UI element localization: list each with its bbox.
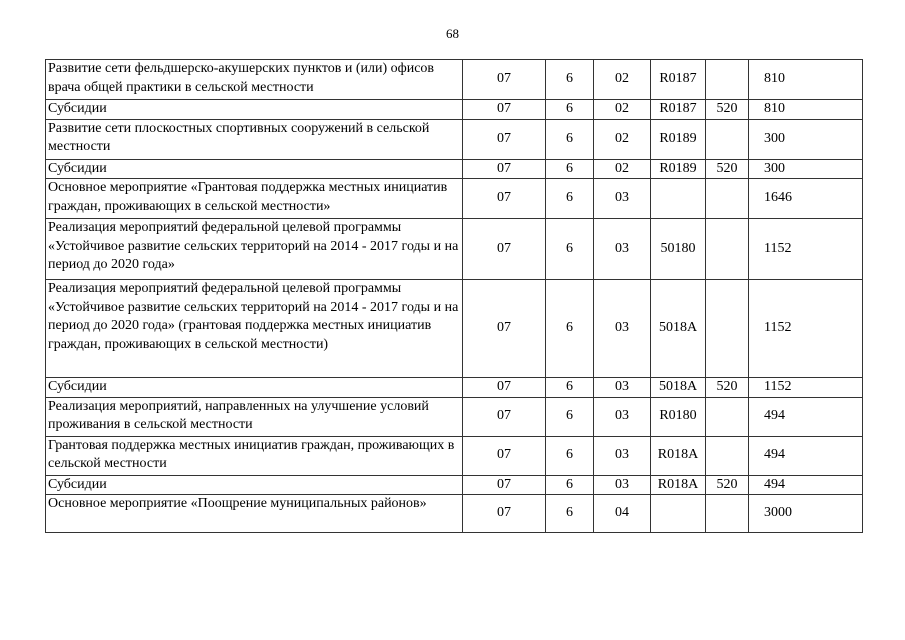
program-code-cell: 03	[594, 219, 651, 280]
program-code-cell: 03	[594, 280, 651, 378]
target-code-cell: R018A	[651, 475, 706, 495]
expense-type-cell	[706, 280, 749, 378]
subsection-code-cell: 6	[546, 219, 594, 280]
program-code-cell: 02	[594, 100, 651, 120]
table-row	[46, 119, 863, 159]
amount-cell: 1152	[749, 280, 863, 378]
amount-cell: 494	[749, 397, 863, 436]
table-row	[46, 100, 863, 120]
expense-type-cell	[706, 397, 749, 436]
amount-cell: 494	[749, 475, 863, 495]
program-code-cell: 03	[594, 378, 651, 398]
expense-type-cell	[706, 179, 749, 219]
amount-cell: 300	[749, 119, 863, 159]
subsection-code-cell: 6	[546, 280, 594, 378]
row-name-cell: Реализация мероприятий, направленных на улучшение условий проживания в сельской местности	[46, 397, 463, 436]
row-name-cell: Грантовая поддержка местных инициатив граждан, проживающих в сельской местности	[46, 436, 463, 475]
target-code-cell	[651, 179, 706, 219]
section-code-cell: 07	[463, 436, 546, 475]
row-name-cell: Основное мероприятие «Поощрение муниципальных районов»	[46, 495, 463, 533]
table-row	[46, 179, 863, 219]
row-name-cell: Основное мероприятие «Грантовая поддержка местных инициатив граждан, проживающих в сельской местности»	[46, 179, 463, 219]
subsection-code-cell: 6	[546, 475, 594, 495]
amount-cell: 3000	[749, 495, 863, 533]
amount-cell: 810	[749, 60, 863, 100]
subsection-code-cell: 6	[546, 179, 594, 219]
table-row	[46, 397, 863, 436]
row-name-cell: Развитие сети фельдшерско-акушерских пунктов и (или) офисов врача общей практики в сельской местности	[46, 60, 463, 100]
budget-table	[45, 59, 863, 533]
target-code-cell: R0189	[651, 119, 706, 159]
table-row	[46, 475, 863, 495]
amount-cell: 1152	[749, 378, 863, 398]
program-code-cell: 02	[594, 119, 651, 159]
amount-cell: 810	[749, 100, 863, 120]
section-code-cell: 07	[463, 475, 546, 495]
target-code-cell: R0180	[651, 397, 706, 436]
section-code-cell: 07	[463, 219, 546, 280]
subsection-code-cell: 6	[546, 60, 594, 100]
table-row	[46, 60, 863, 100]
row-name-cell: Субсидии	[46, 159, 463, 179]
expense-type-cell: 520	[706, 100, 749, 120]
target-code-cell: 5018А	[651, 378, 706, 398]
target-code-cell: 5018А	[651, 280, 706, 378]
target-code-cell: R0189	[651, 159, 706, 179]
program-code-cell: 02	[594, 159, 651, 179]
section-code-cell: 07	[463, 495, 546, 533]
section-code-cell: 07	[463, 100, 546, 120]
expense-type-cell: 520	[706, 475, 749, 495]
row-name-cell: Субсидии	[46, 475, 463, 495]
expense-type-cell	[706, 119, 749, 159]
target-code-cell: 50180	[651, 219, 706, 280]
expense-type-cell	[706, 495, 749, 533]
subsection-code-cell: 6	[546, 495, 594, 533]
page-number: 68	[446, 26, 459, 41]
subsection-code-cell: 6	[546, 119, 594, 159]
section-code-cell: 07	[463, 60, 546, 100]
section-code-cell: 07	[463, 397, 546, 436]
program-code-cell: 04	[594, 495, 651, 533]
program-code-cell: 03	[594, 475, 651, 495]
section-code-cell: 07	[463, 119, 546, 159]
table-row	[46, 159, 863, 179]
section-code-cell: 07	[463, 378, 546, 398]
amount-cell: 1152	[749, 219, 863, 280]
amount-cell: 1646	[749, 179, 863, 219]
row-name-cell: Субсидии	[46, 100, 463, 120]
target-code-cell	[651, 495, 706, 533]
program-code-cell: 03	[594, 397, 651, 436]
expense-type-cell	[706, 436, 749, 475]
row-name-cell: Развитие сети плоскостных спортивных сооружений в сельской местности	[46, 119, 463, 159]
row-name-cell: Реализация мероприятий федеральной целевой программы «Устойчивое развитие сельских территорий на 2014 - 2017 годы и на период до 2020 года» (грантовая поддержка местных инициатив граждан, проживающих в сельской местности)	[46, 280, 463, 378]
section-code-cell: 07	[463, 159, 546, 179]
expense-type-cell	[706, 219, 749, 280]
expense-type-cell: 520	[706, 378, 749, 398]
program-code-cell: 03	[594, 436, 651, 475]
row-name-cell: Субсидии	[46, 378, 463, 398]
table-row	[46, 495, 863, 533]
table-row	[46, 436, 863, 475]
amount-cell: 494	[749, 436, 863, 475]
expense-type-cell: 520	[706, 159, 749, 179]
subsection-code-cell: 6	[546, 378, 594, 398]
table-row	[46, 280, 863, 378]
table-row	[46, 219, 863, 280]
program-code-cell: 03	[594, 179, 651, 219]
target-code-cell: R0187	[651, 100, 706, 120]
section-code-cell: 07	[463, 179, 546, 219]
subsection-code-cell: 6	[546, 397, 594, 436]
subsection-code-cell: 6	[546, 436, 594, 475]
target-code-cell: R018A	[651, 436, 706, 475]
target-code-cell: R0187	[651, 60, 706, 100]
subsection-code-cell: 6	[546, 159, 594, 179]
amount-cell: 300	[749, 159, 863, 179]
expense-type-cell	[706, 60, 749, 100]
subsection-code-cell: 6	[546, 100, 594, 120]
section-code-cell: 07	[463, 280, 546, 378]
row-name-cell: Реализация мероприятий федеральной целевой программы «Устойчивое развитие сельских территорий на 2014 - 2017 годы и на период до 2020 года»	[46, 219, 463, 280]
program-code-cell: 02	[594, 60, 651, 100]
table-row	[46, 378, 863, 398]
